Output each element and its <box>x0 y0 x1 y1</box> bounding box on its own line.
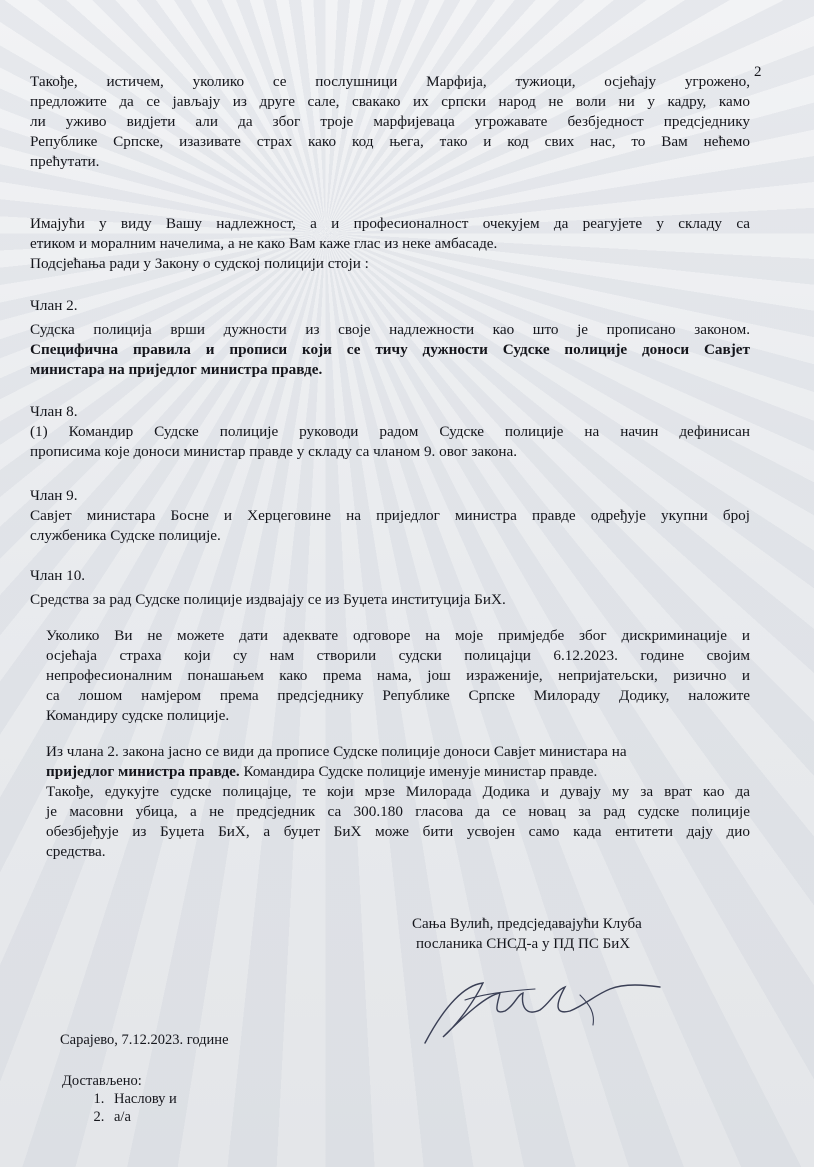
delivered-items <box>62 1090 177 1126</box>
text-line: са лошом намјером према предсједнику Републике Српске Милораду Додику, наложите <box>46 687 750 704</box>
article-10 <box>30 566 750 610</box>
handwritten-signature <box>405 965 670 1055</box>
page-number: 2 <box>754 64 762 80</box>
text-line: Републике Српске, изазивате страх како код њега, тако и код свих нас, то Вам нећемо <box>30 133 750 150</box>
text-line: непрофесионалним понашањем како према нама, још израженије, непријатељски, ризично и <box>46 667 750 684</box>
text-line: предложите да се јављају из друге сале, свакако их српски народ не воли ни у кадру, камо <box>30 93 750 110</box>
article-2 <box>30 296 750 380</box>
delivery-list <box>62 1072 177 1126</box>
text-line: је масовни убица, а не предсједник са 300.180 гласова да се новац за рад судске полиције <box>46 803 750 820</box>
text-line: осјећаја страха који су нам створили судски полицајци 6.12.2023. године својим <box>46 647 750 664</box>
text-line-bold: министара на приједлог министра правде. <box>30 361 323 378</box>
text-line: Такође, едукујте судске полицајце, те који мрзе Милорада Додика и дувају му за врат као да <box>46 783 750 800</box>
text-line: Командиру судске полиције. <box>46 707 230 724</box>
article-title: Члан 2. <box>30 297 78 314</box>
article-8 <box>30 402 750 462</box>
article-title: Члан 8. <box>30 403 78 420</box>
text-line: етиком и моралним начелима, а не како Вам каже глас из неке амбасаде. <box>30 235 498 252</box>
article-title: Члан 9. <box>30 487 78 504</box>
text-line: прећутати. <box>30 153 100 170</box>
text-line-mixed <box>46 762 750 782</box>
signatory-title: посланика СНСД-а у ПД ПС БиХ <box>416 936 631 952</box>
article-title: Члан 10. <box>30 567 86 584</box>
text-line: прописима које доноси министар правде у складу са чланом 9. овог закона. <box>30 443 518 460</box>
place-date: Сарајево, 7.12.2023. године <box>60 1032 229 1048</box>
article-9 <box>30 486 750 546</box>
text-line: службеника Судске полиције. <box>30 527 221 544</box>
law-intro: Подсјећања ради у Закону о судској полицији стоји : <box>30 255 369 272</box>
text-line: Уколико Ви не можете дати адеквате одговоре на моје примједбе због дискриминације и <box>46 627 750 644</box>
text-line-bold: Специфична правила и прописи који се тичу дужности Судске полиције доноси Савјет <box>30 341 750 358</box>
list-item: 2. а/а <box>108 1108 177 1126</box>
signatory-name: Сања Вулић, предсједавајући Клуба <box>412 916 642 932</box>
text-line: обезбјеђује из Буџета БиХ, а буџет БиХ може бити усвојен само када ентитети дају дио <box>46 823 750 840</box>
text-line: Такође, истичем, уколико се послушници Марфија, тужиоци, осјећају угрожено, <box>30 73 750 90</box>
paragraph-expectation <box>30 214 750 274</box>
text-line: средства. <box>46 843 106 860</box>
text-fragment: Командира Судске полиције именује министар правде. <box>239 763 598 780</box>
signatory <box>412 914 642 954</box>
text-line: Имајући у виду Вашу надлежност, а и професионалност очекујем да реагујете у складу са <box>30 215 750 232</box>
delivered-label: Достављено: <box>62 1073 142 1089</box>
text-line: Средства за рад Судске полиције издвајају се из Буџета институција БиХ. <box>30 591 506 608</box>
paragraph-intro <box>30 72 750 172</box>
text-line: Из члана 2. закона јасно се види да прописе Судске полиције доноси Савјет министара на <box>46 743 627 760</box>
paragraph-request <box>46 626 750 726</box>
list-item: 1. Наслову и <box>108 1090 177 1108</box>
paragraph-conclusion <box>46 742 750 862</box>
text-bold-fragment: приједлог министра правде. <box>46 763 240 780</box>
text-line: ли уживо видјети али да због троје марфијеваца угрожавате безбједност предсједнику <box>30 113 750 130</box>
text-line: Савјет министара Босне и Херцеговине на приједлог министра правде одређује укупни број <box>30 507 750 524</box>
text-line: (1) Командир Судске полиције руководи радом Судске полиције на начин дефинисан <box>30 423 750 440</box>
text-line: Судска полиција врши дужности из своје надлежности као што је прописано законом. <box>30 321 750 338</box>
